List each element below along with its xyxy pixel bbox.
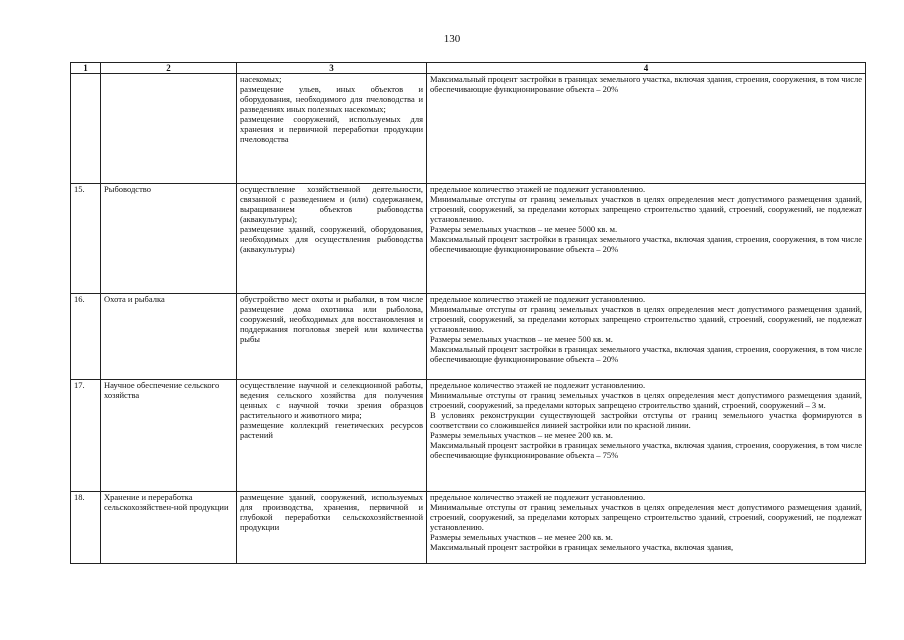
parameter-line: предельное количество этажей не подлежит установлению. xyxy=(430,380,646,390)
row-number: 17. xyxy=(71,380,101,492)
land-use-name: Научное обеспечение сельского хозяйства xyxy=(101,380,237,492)
parameter-line: Размеры земельных участков – не менее 200 кв. м. xyxy=(430,532,613,542)
land-use-name xyxy=(101,74,237,184)
row-number: 18. xyxy=(71,492,101,564)
parameter-line: предельное количество этажей не подлежит установлению. xyxy=(430,184,646,194)
land-use-description xyxy=(237,294,427,380)
description-line: осуществление научной и селекционной работы, ведения сельского хозяйства для получения ценных с научной точки зрения образцов растительного и животного мира; xyxy=(240,380,423,420)
parameter-line: Размеры земельных участков – не менее 200 кв. м. xyxy=(430,430,613,440)
land-use-description xyxy=(237,74,427,184)
land-use-description xyxy=(237,184,427,294)
parameter-line: предельное количество этажей не подлежит установлению. xyxy=(430,492,646,502)
parameter-line: предельное количество этажей не подлежит установлению. xyxy=(430,294,646,304)
land-use-parameters xyxy=(427,380,866,492)
description-line: обустройство мест охоты и рыбалки, в том числе размещение дома охотника или рыболова, сооружений, необходимых для восстановления и поддержания поголовья зверей или количества рыбы xyxy=(240,294,423,344)
description-line: размещение сооружений, используемых для хранения и первичной переработки продукции пчеловодства xyxy=(240,114,423,144)
land-use-parameters xyxy=(427,492,866,564)
column-header: 3 xyxy=(237,63,427,74)
parameter-line: Максимальный процент застройки в границах земельного участка, включая здания, строения, сооружения, в том числе обеспечивающие функционирование объекта – 20% xyxy=(430,234,862,254)
land-use-description xyxy=(237,380,427,492)
column-header: 1 xyxy=(71,63,101,74)
parameter-line: Максимальный процент застройки в границах земельного участка, включая здания, строения, сооружения, в том числе обеспечивающие функционирование объекта – 75% xyxy=(430,440,862,460)
parameter-line: Минимальные отступы от границ земельных участков в целях определения мест допустимого размещения зданий, строений, сооружений, за пределами которых запрещено строительство зданий, строений, сооружений, не подлежат установлению. xyxy=(430,194,862,224)
row-number: 15. xyxy=(71,184,101,294)
table-row xyxy=(71,380,866,492)
row-number: 16. xyxy=(71,294,101,380)
column-header: 4 xyxy=(427,63,866,74)
land-use-name: Охота и рыбалка xyxy=(101,294,237,380)
description-line: размещение зданий, сооружений, оборудования, необходимых для осуществления рыбоводства (аквакультуры) xyxy=(240,224,423,254)
description-line: осуществление хозяйственной деятельности, связанной с разведением и (или) содержанием, выращиванием объектов рыбоводства (аквакультуры); xyxy=(240,184,423,224)
parameter-line: Максимальный процент застройки в границах земельного участка, включая здания, xyxy=(430,542,734,552)
land-use-parameters xyxy=(427,294,866,380)
land-use-parameters xyxy=(427,74,866,184)
table-row xyxy=(71,184,866,294)
table-header-row xyxy=(71,63,866,74)
parameter-line: Минимальные отступы от границ земельных участков в целях определения мест допустимого размещения зданий, строений, сооружений, за пределами которых запрещено строительство зданий, строений, сооружений, не подлежат установлению. xyxy=(430,304,862,334)
table-row xyxy=(71,74,866,184)
parameter-line: Минимальные отступы от границ земельных участков в целях определения мест допустимого размещения зданий, строений, сооружений, за пределами которых запрещено строительство зданий, строений, сооружений, не подлежат установлению. xyxy=(430,502,862,532)
parameter-line: Размеры земельных участков – не менее 500 кв. м. xyxy=(430,334,613,344)
description-line: насекомых; xyxy=(240,74,282,84)
land-use-name: Рыбоводство xyxy=(101,184,237,294)
row-number xyxy=(71,74,101,184)
table-row xyxy=(71,294,866,380)
parameter-line: Максимальный процент застройки в границах земельного участка, включая здания, строения, сооружения, в том числе обеспечивающие функционирование объекта – 20% xyxy=(430,74,862,94)
land-use-description xyxy=(237,492,427,564)
parameter-line: Минимальные отступы от границ земельных участков в целях определения мест допустимого размещения зданий, строений, сооружений, за пределами которых запрещено строительство зданий, строений, сооружений – 3 м. xyxy=(430,390,862,410)
regulations-table xyxy=(70,62,866,564)
description-line: размещение коллекций генетических ресурсов растений xyxy=(240,420,423,440)
table-row xyxy=(71,492,866,564)
parameter-line: Размеры земельных участков – не менее 5000 кв. м. xyxy=(430,224,618,234)
land-use-parameters xyxy=(427,184,866,294)
parameter-line: В условиях реконструкции существующей застройки отступы от границ земельного участка формируются в соответствии со сложившейся линией застройки или по красной линии. xyxy=(430,410,862,430)
parameter-line: Максимальный процент застройки в границах земельного участка, включая здания, строения, сооружения, в том числе обеспечивающие функционирование объекта – 20% xyxy=(430,344,862,364)
column-header: 2 xyxy=(101,63,237,74)
page-number: 130 xyxy=(443,33,461,45)
land-use-name: Хранение и переработка сельскохозяйствен-ной продукции xyxy=(101,492,237,564)
description-line: размещение ульев, иных объектов и оборудования, необходимого для пчеловодства и разведениях иных полезных насекомых; xyxy=(240,84,423,114)
description-line: размещение зданий, сооружений, используемых для производства, хранения, первичной и глубокой переработки сельскохозяйственной продукции xyxy=(240,492,423,532)
